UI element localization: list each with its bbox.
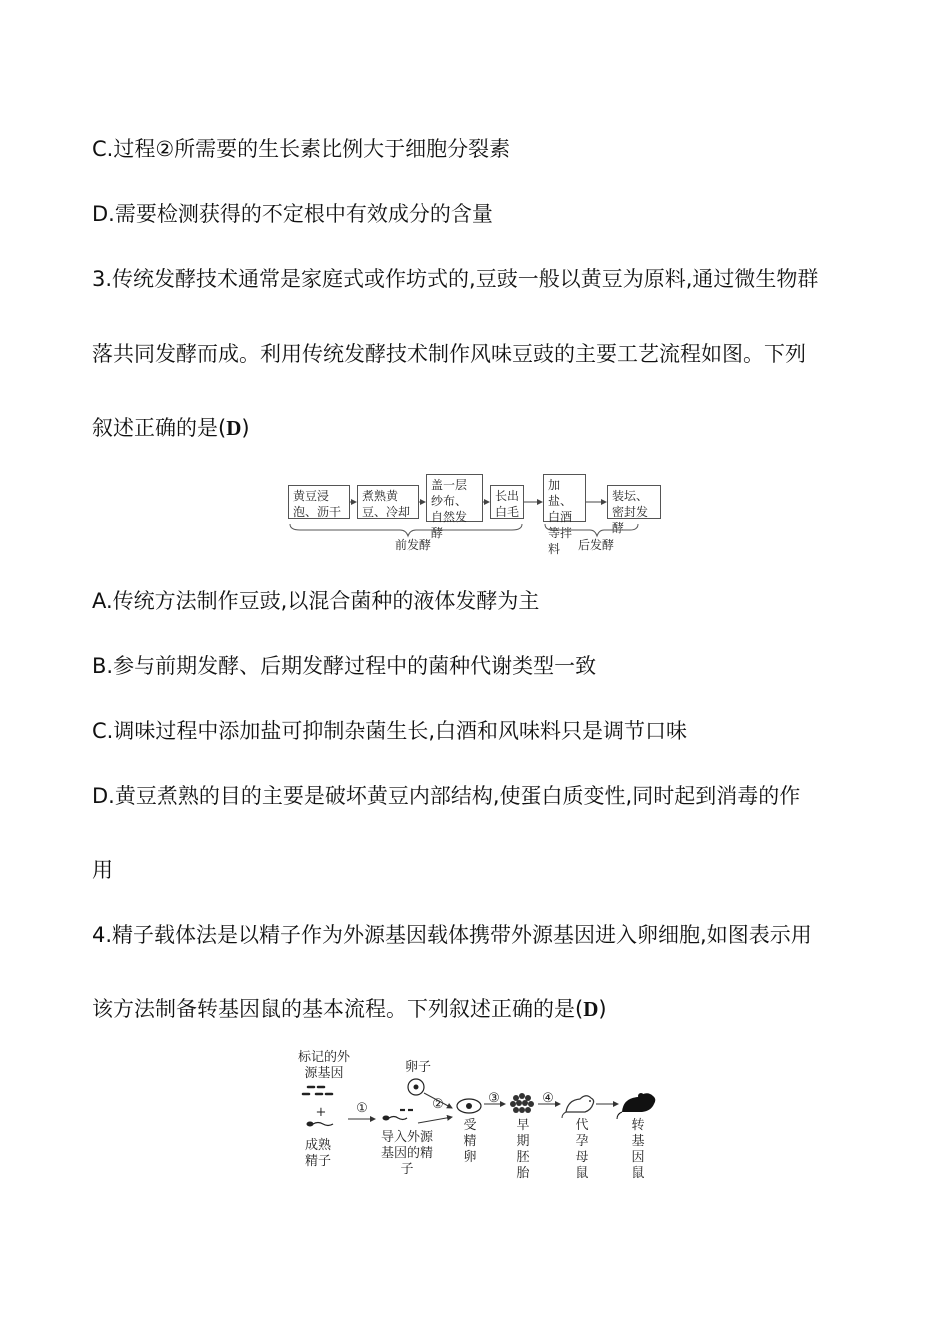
embryo-icon xyxy=(510,1093,534,1113)
egg-icon xyxy=(408,1079,424,1095)
flow-step-6: 装坛、密封发酵 xyxy=(607,485,661,519)
fertilized-egg-label: 受精卵 xyxy=(463,1118,477,1165)
question-3-line-2: 落共同发酵而成。利用传统发酵技术制作风味豆豉的主要工艺流程如图。下列 xyxy=(92,342,806,366)
surrogate-mouse-icon xyxy=(562,1096,594,1118)
transgenic-mouse-label: 转基因鼠 xyxy=(631,1118,645,1181)
question-4-answer: D xyxy=(583,997,599,1021)
sperm-icon xyxy=(307,1122,334,1127)
flow-step-1: 黄豆浸泡、沥干 xyxy=(288,485,350,519)
gene-label: 标记的外源基因 xyxy=(297,1050,350,1081)
flow-step-5: 加盐、白酒等拌料 xyxy=(543,474,586,522)
question-4-text: 该方法制备转基因鼠的基本流程。下列叙述正确的是( xyxy=(92,997,584,1021)
flow-step-3: 盖一层纱布、自然发酵 xyxy=(426,474,483,522)
option-d-q2: D.需要检测获得的不定根中有效成分的含量 xyxy=(92,202,493,226)
surrogate-mother-label: 代孕母鼠 xyxy=(575,1118,589,1181)
loaded-sperm-icon xyxy=(383,1110,414,1121)
question-4-line-1: 4.精子载体法是以精子作为外源基因载体携带外源基因进入卵细胞,如图表示用 xyxy=(92,923,812,947)
flow-step-4: 长出白毛 xyxy=(490,485,524,519)
step-2-number: ② xyxy=(432,1097,444,1112)
option-a-q3: A.传统方法制作豆豉,以混合菌种的液体发酵为主 xyxy=(92,589,540,613)
plus-sign: + xyxy=(315,1105,327,1120)
option-d-q3-line-2: 用 xyxy=(92,858,113,882)
sperm-label: 成熟精子 xyxy=(304,1138,331,1169)
question-3-close: ) xyxy=(241,416,250,440)
question-4-close: ) xyxy=(598,997,607,1021)
question-3-line-1: 3.传统发酵技术通常是家庭式或作坊式的,豆豉一般以黄豆为原料,通过微生物群 xyxy=(92,267,819,291)
step-3-number: ③ xyxy=(488,1091,500,1106)
transgenic-mouse-icon xyxy=(617,1093,655,1119)
post-fermentation-label: 后发酵 xyxy=(578,538,615,552)
step-1-number: ① xyxy=(356,1101,368,1116)
option-b-q3: B.参与前期发酵、后期发酵过程中的菌种代谢类型一致 xyxy=(92,654,597,678)
question-3-answer: D xyxy=(226,416,242,440)
option-c-q3: C.调味过程中添加盐可抑制杂菌生长,白酒和风味料只是调节口味 xyxy=(92,719,688,743)
early-embryo-label: 早期胚胎 xyxy=(516,1118,530,1181)
gene-fragments-icon xyxy=(303,1087,332,1094)
fertilized-egg-icon xyxy=(457,1099,481,1113)
question-3-text: 叙述正确的是( xyxy=(92,416,227,440)
step-4-number: ④ xyxy=(542,1091,554,1106)
flow-step-2: 煮熟黄豆、冷却 xyxy=(357,485,419,519)
egg-label: 卵子 xyxy=(404,1060,431,1075)
option-d-q3-line-1: D.黄豆煮熟的目的主要是破坏黄豆内部结构,使蛋白质变性,同时起到消毒的作 xyxy=(92,784,801,808)
loaded-sperm-label: 导入外源基因的精子 xyxy=(380,1130,433,1177)
pre-fermentation-label: 前发酵 xyxy=(395,538,432,552)
option-c-q2: C.过程②所需要的生长素比例大于细胞分裂素 xyxy=(92,137,511,161)
